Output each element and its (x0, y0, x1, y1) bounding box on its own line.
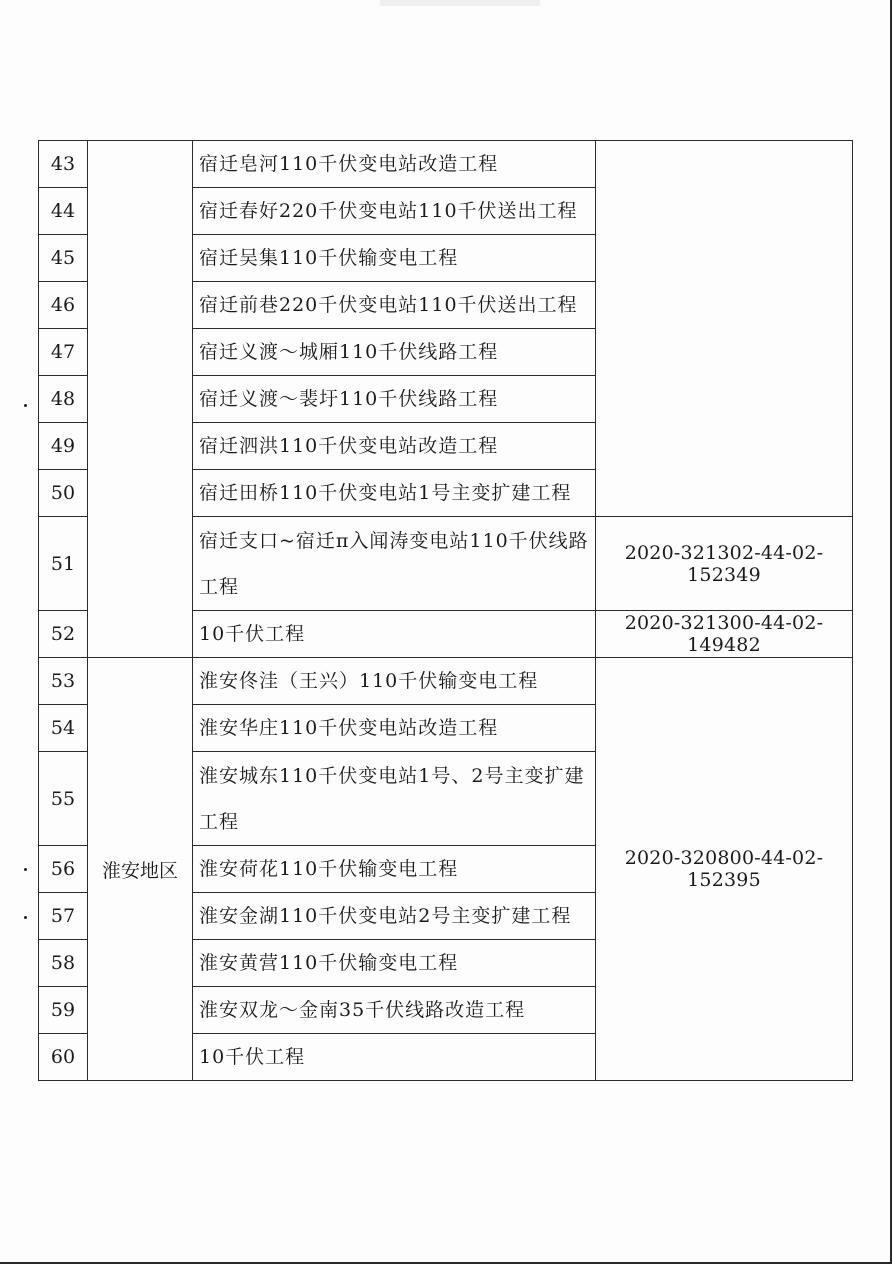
project-name: 10千伏工程 (193, 611, 596, 658)
table-row (39, 658, 853, 705)
scan-speck (24, 868, 27, 871)
code-cell (596, 141, 853, 517)
row-number: 54 (39, 705, 88, 752)
project-name: 宿迁田桥110千伏变电站1号主变扩建工程 (193, 470, 596, 517)
project-name: 淮安华庄110千伏变电站改造工程 (193, 705, 596, 752)
project-name: 宿迁春好220千伏变电站110千伏送出工程 (193, 188, 596, 235)
project-name: 淮安黄营110千伏输变电工程 (193, 940, 596, 987)
row-number: 58 (39, 940, 88, 987)
project-table (38, 140, 853, 1081)
project-name: 淮安金湖110千伏变电站2号主变扩建工程 (193, 893, 596, 940)
project-name: 宿迁支口~宿迁π入闻涛变电站110千伏线路工程 (193, 517, 596, 611)
row-number: 49 (39, 423, 88, 470)
row-number: 47 (39, 329, 88, 376)
project-name: 10千伏工程 (193, 1034, 596, 1081)
project-code: 2020-321302-44-02-152349 (596, 517, 853, 611)
row-number: 59 (39, 987, 88, 1034)
scan-speck (24, 404, 27, 407)
row-number: 48 (39, 376, 88, 423)
project-name: 宿迁义渡～裴圩110千伏线路工程 (193, 376, 596, 423)
row-number: 50 (39, 470, 88, 517)
project-name: 淮安城东110千伏变电站1号、2号主变扩建工程 (193, 752, 596, 846)
region-cell (88, 141, 193, 658)
project-name: 宿迁前巷220千伏变电站110千伏送出工程 (193, 282, 596, 329)
faint-scan-mark (380, 0, 540, 6)
row-number: 53 (39, 658, 88, 705)
project-name: 淮安双龙～金南35千伏线路改造工程 (193, 987, 596, 1034)
project-code: 2020-320800-44-02-152395 (596, 658, 853, 1081)
row-number: 46 (39, 282, 88, 329)
project-name: 淮安荷花110千伏输变电工程 (193, 846, 596, 893)
row-number: 45 (39, 235, 88, 282)
project-name: 宿迁吴集110千伏输变电工程 (193, 235, 596, 282)
project-name: 宿迁义渡～城厢110千伏线路工程 (193, 329, 596, 376)
region-name: 淮安地区 (88, 658, 193, 1081)
row-number: 55 (39, 752, 88, 846)
row-number: 51 (39, 517, 88, 611)
table-row (39, 141, 853, 188)
project-name: 宿迁泗洪110千伏变电站改造工程 (193, 423, 596, 470)
row-number: 56 (39, 846, 88, 893)
row-number: 57 (39, 893, 88, 940)
row-number: 43 (39, 141, 88, 188)
project-code: 2020-321300-44-02-149482 (596, 611, 853, 658)
row-number: 60 (39, 1034, 88, 1081)
project-name: 淮安佟洼（王兴）110千伏输变电工程 (193, 658, 596, 705)
scan-speck (24, 916, 27, 919)
row-number: 44 (39, 188, 88, 235)
row-number: 52 (39, 611, 88, 658)
project-name: 宿迁皂河110千伏变电站改造工程 (193, 141, 596, 188)
